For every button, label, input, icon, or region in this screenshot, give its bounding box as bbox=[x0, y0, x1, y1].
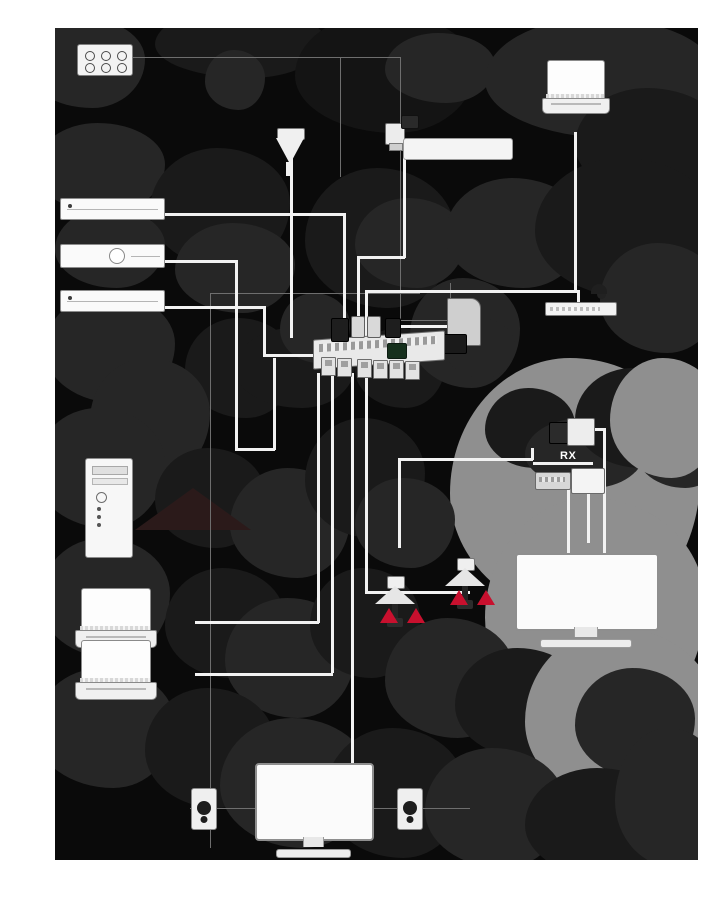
display-screen bbox=[515, 553, 659, 631]
av-receiver-top[interactable] bbox=[60, 198, 165, 220]
front-panel-line bbox=[67, 301, 158, 302]
hdmi-plug[interactable] bbox=[337, 358, 352, 377]
cable-hub-to-rx-run bbox=[398, 458, 533, 461]
hdmi-connector[interactable] bbox=[351, 316, 365, 338]
background-shape bbox=[385, 33, 495, 103]
laptop-screen bbox=[547, 60, 604, 98]
power-button[interactable] bbox=[96, 492, 107, 503]
lamp-hood bbox=[375, 586, 415, 604]
laptop-screen bbox=[81, 640, 150, 682]
keypad-key[interactable] bbox=[117, 51, 127, 61]
keypad-key[interactable] bbox=[117, 63, 127, 73]
cable-rx-riser bbox=[531, 448, 534, 460]
cable-laptop-topright-run bbox=[365, 290, 577, 293]
av-receiver-bottom[interactable] bbox=[60, 290, 165, 312]
keypad-key[interactable] bbox=[85, 63, 95, 73]
front-panel-line bbox=[67, 209, 158, 210]
breakout-ports bbox=[539, 477, 565, 482]
guide-line bbox=[210, 293, 211, 848]
lamp-right-red-accent bbox=[450, 590, 468, 605]
background-shape bbox=[355, 478, 455, 568]
cable-disc-player-drop bbox=[235, 260, 238, 450]
cable-laptop-lower-run bbox=[195, 673, 333, 676]
keypad-key[interactable] bbox=[101, 63, 111, 73]
keypad-key[interactable] bbox=[101, 51, 111, 61]
laptop-base bbox=[75, 682, 157, 700]
cable-lamp-left-drop bbox=[398, 458, 401, 548]
hdmi-plug[interactable] bbox=[357, 359, 372, 378]
status-leds bbox=[97, 507, 101, 511]
speaker-right[interactable] bbox=[397, 788, 423, 830]
ceiling-projector[interactable] bbox=[269, 128, 311, 178]
display-stand bbox=[276, 849, 352, 858]
switch-ports bbox=[550, 307, 600, 311]
speaker-woofer bbox=[403, 801, 417, 815]
laptop-left-upper[interactable] bbox=[75, 588, 155, 648]
soundbar[interactable] bbox=[403, 138, 513, 160]
laptop-base bbox=[542, 98, 610, 114]
speaker-tweeter bbox=[407, 816, 414, 823]
cable-disc-player bbox=[165, 260, 237, 263]
lamp-hood bbox=[445, 568, 485, 586]
diagram-canvas bbox=[55, 28, 698, 860]
cable-hub-to-display-bottom bbox=[351, 373, 354, 793]
lamp-left-red-accent bbox=[380, 608, 398, 623]
cable-hub-to-laptop-lower bbox=[331, 373, 334, 673]
front-bay bbox=[92, 478, 127, 485]
lamp-right-red-accent-2 bbox=[477, 590, 495, 605]
background-shape bbox=[205, 50, 265, 110]
laptop-left-lower[interactable] bbox=[75, 640, 155, 700]
matrix-switch-green-module bbox=[387, 343, 407, 359]
hdmi-plug[interactable] bbox=[373, 360, 388, 379]
laptop-top-right[interactable] bbox=[542, 60, 608, 114]
projector-beam bbox=[286, 162, 292, 176]
rx-body bbox=[567, 418, 595, 446]
cable-camera-run bbox=[357, 256, 405, 259]
disc-player[interactable] bbox=[60, 244, 165, 268]
cable-breakout-drop-b bbox=[587, 488, 590, 543]
display-stand bbox=[540, 639, 632, 648]
cable-disc-player-run bbox=[235, 448, 275, 451]
cable-laptop-topright bbox=[574, 132, 577, 292]
cable-hub-to-laptop-upper bbox=[317, 373, 320, 623]
cable-receiver-bottom-run bbox=[263, 354, 313, 357]
network-switch[interactable] bbox=[545, 302, 617, 316]
projector-cone bbox=[276, 138, 304, 164]
hdmi-plug[interactable] bbox=[321, 357, 336, 376]
laptop-keyboard bbox=[80, 678, 150, 682]
display-neck bbox=[303, 837, 323, 847]
hdmi-plug[interactable] bbox=[389, 360, 404, 379]
hdmi-connector[interactable] bbox=[367, 316, 381, 338]
camera-lens bbox=[401, 115, 419, 129]
hdmi-connector-dark[interactable] bbox=[385, 318, 401, 338]
wall-control-keypad[interactable] bbox=[77, 44, 133, 76]
guide-line bbox=[130, 57, 340, 58]
front-panel-line bbox=[131, 256, 160, 257]
breakout-right bbox=[571, 468, 605, 494]
cable-laptop-upper-run bbox=[195, 621, 319, 624]
rx-label: RX bbox=[560, 450, 577, 462]
keypad-key[interactable] bbox=[85, 51, 95, 61]
disc-tray-knob[interactable] bbox=[109, 248, 125, 264]
hdmi-extender-receiver[interactable] bbox=[549, 418, 597, 448]
cable-hub-to-lamps bbox=[365, 373, 368, 591]
cable-hub-riser bbox=[403, 218, 406, 258]
hdmi-plug[interactable] bbox=[405, 361, 420, 380]
laptop-screen bbox=[81, 588, 150, 630]
desktop-tower[interactable] bbox=[85, 458, 133, 558]
lamp-left-red-accent-2 bbox=[407, 608, 425, 623]
cable-receiver-bottom bbox=[165, 306, 265, 309]
camera-mount bbox=[389, 143, 403, 151]
guide-line bbox=[210, 293, 420, 294]
speaker-tweeter bbox=[201, 816, 208, 823]
speaker-woofer bbox=[197, 801, 211, 815]
guide-line bbox=[340, 57, 341, 177]
display-right[interactable] bbox=[515, 553, 655, 648]
cable-player-top bbox=[165, 213, 345, 216]
guide-line bbox=[340, 57, 400, 58]
receiver-breakout-panel[interactable] bbox=[535, 468, 605, 494]
cable-receiver-bottom-drop bbox=[263, 306, 266, 356]
optical-drive[interactable] bbox=[92, 466, 127, 475]
power-led bbox=[68, 204, 72, 208]
speaker-left[interactable] bbox=[191, 788, 217, 830]
cable-bundle bbox=[331, 318, 349, 342]
antenna-dome bbox=[591, 284, 607, 294]
background-triangle bbox=[135, 488, 251, 530]
display-bottom[interactable] bbox=[255, 763, 370, 858]
laptop-keyboard bbox=[80, 626, 150, 630]
cable-rx-to-breakout bbox=[533, 462, 593, 465]
cable-disc-player-rise bbox=[273, 358, 276, 450]
display-neck bbox=[574, 627, 598, 637]
display-screen bbox=[255, 763, 374, 841]
power-led bbox=[68, 296, 72, 300]
